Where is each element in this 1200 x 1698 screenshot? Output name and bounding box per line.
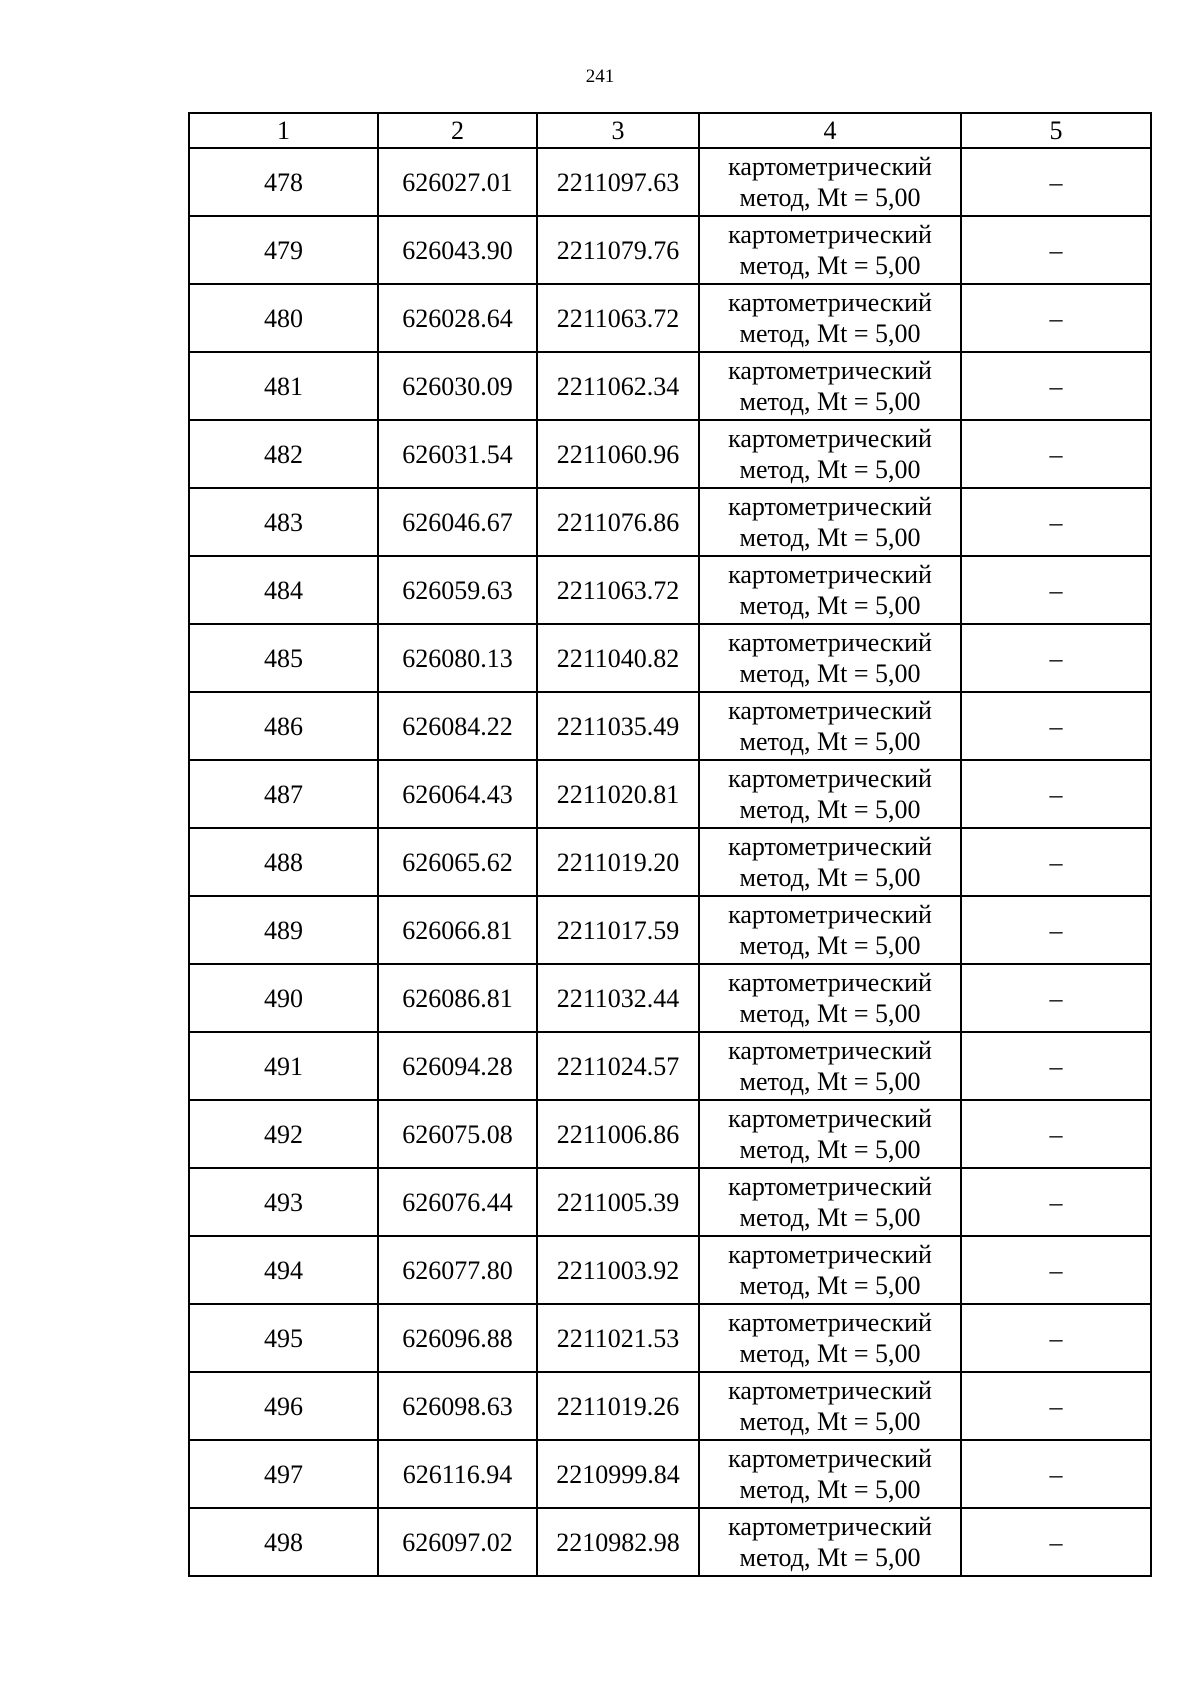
point-number-cell: 479	[189, 216, 378, 284]
method-line-2: метод, Mt = 5,00	[739, 251, 921, 280]
coordinate-x-cell: 626027.01	[378, 148, 537, 216]
table-row	[189, 488, 1151, 556]
header-col-3: 3	[537, 113, 699, 148]
method-line-2: метод, Mt = 5,00	[739, 1271, 921, 1300]
table-row	[189, 1032, 1151, 1100]
method-line-2: метод, Mt = 5,00	[739, 1203, 921, 1232]
table-row	[189, 1440, 1151, 1508]
coordinate-y-cell: 2211024.57	[537, 1032, 699, 1100]
description-cell: –	[961, 420, 1151, 488]
coordinate-y-cell: 2211035.49	[537, 692, 699, 760]
method-line-2: метод, Mt = 5,00	[739, 659, 921, 688]
coordinate-y-cell: 2211063.72	[537, 556, 699, 624]
coordinate-x-cell: 626030.09	[378, 352, 537, 420]
point-number-cell: 482	[189, 420, 378, 488]
table-row	[189, 760, 1151, 828]
description-cell: –	[961, 760, 1151, 828]
method-line-1: картометрический	[728, 560, 932, 589]
table-row	[189, 1508, 1151, 1576]
point-number-cell: 489	[189, 896, 378, 964]
table-row	[189, 1304, 1151, 1372]
method-line-1: картометрический	[728, 1512, 932, 1541]
description-cell: –	[961, 216, 1151, 284]
method-line-2: метод, Mt = 5,00	[739, 455, 921, 484]
method-cell	[699, 488, 961, 556]
table-row	[189, 896, 1151, 964]
coordinate-x-cell: 626094.28	[378, 1032, 537, 1100]
method-cell	[699, 624, 961, 692]
method-line-2: метод, Mt = 5,00	[739, 1339, 921, 1368]
description-cell: –	[961, 1100, 1151, 1168]
table-body	[189, 148, 1151, 1576]
method-line-2: метод, Mt = 5,00	[739, 931, 921, 960]
description-cell: –	[961, 964, 1151, 1032]
method-line-2: метод, Mt = 5,00	[739, 319, 921, 348]
method-cell	[699, 760, 961, 828]
method-line-2: метод, Mt = 5,00	[739, 1407, 921, 1436]
method-cell	[699, 1440, 961, 1508]
method-line-1: картометрический	[728, 1240, 932, 1269]
point-number-cell: 491	[189, 1032, 378, 1100]
table-row	[189, 1236, 1151, 1304]
table-row	[189, 692, 1151, 760]
coordinate-x-cell: 626077.80	[378, 1236, 537, 1304]
method-line-2: метод, Mt = 5,00	[739, 387, 921, 416]
method-line-2: метод, Mt = 5,00	[739, 1543, 921, 1572]
description-cell: –	[961, 624, 1151, 692]
description-cell: –	[961, 1304, 1151, 1372]
table-row	[189, 420, 1151, 488]
coordinate-x-cell: 626075.08	[378, 1100, 537, 1168]
coordinate-x-cell: 626097.02	[378, 1508, 537, 1576]
point-number-cell: 486	[189, 692, 378, 760]
coordinate-x-cell: 626076.44	[378, 1168, 537, 1236]
point-number-cell: 490	[189, 964, 378, 1032]
coordinate-y-cell: 2211017.59	[537, 896, 699, 964]
description-cell: –	[961, 352, 1151, 420]
point-number-cell: 481	[189, 352, 378, 420]
coordinate-x-cell: 626031.54	[378, 420, 537, 488]
coordinate-x-cell: 626028.64	[378, 284, 537, 352]
description-cell: –	[961, 1440, 1151, 1508]
coordinate-x-cell: 626066.81	[378, 896, 537, 964]
coordinate-y-cell: 2211020.81	[537, 760, 699, 828]
method-cell	[699, 1100, 961, 1168]
coordinate-x-cell: 626064.43	[378, 760, 537, 828]
table-row	[189, 1372, 1151, 1440]
coordinate-y-cell: 2211005.39	[537, 1168, 699, 1236]
coordinate-y-cell: 2211097.63	[537, 148, 699, 216]
method-line-1: картометрический	[728, 492, 932, 521]
point-number-cell: 480	[189, 284, 378, 352]
point-number-cell: 495	[189, 1304, 378, 1372]
table-row	[189, 284, 1151, 352]
table-row	[189, 216, 1151, 284]
method-cell	[699, 1168, 961, 1236]
method-cell	[699, 284, 961, 352]
coordinate-y-cell: 2211040.82	[537, 624, 699, 692]
description-cell: –	[961, 692, 1151, 760]
table-row	[189, 624, 1151, 692]
method-cell	[699, 1032, 961, 1100]
coordinate-x-cell: 626084.22	[378, 692, 537, 760]
method-line-2: метод, Mt = 5,00	[739, 523, 921, 552]
point-number-cell: 485	[189, 624, 378, 692]
point-number-cell: 487	[189, 760, 378, 828]
coordinate-x-cell: 626059.63	[378, 556, 537, 624]
description-cell: –	[961, 1508, 1151, 1576]
coordinate-y-cell: 2211019.26	[537, 1372, 699, 1440]
table-row	[189, 1100, 1151, 1168]
method-cell	[699, 420, 961, 488]
table-row	[189, 556, 1151, 624]
point-number-cell: 492	[189, 1100, 378, 1168]
coordinate-x-cell: 626043.90	[378, 216, 537, 284]
method-line-1: картометрический	[728, 628, 932, 657]
coordinate-y-cell: 2211021.53	[537, 1304, 699, 1372]
coordinate-y-cell: 2211003.92	[537, 1236, 699, 1304]
point-number-cell: 488	[189, 828, 378, 896]
coordinate-y-cell: 2211076.86	[537, 488, 699, 556]
method-line-2: метод, Mt = 5,00	[739, 999, 921, 1028]
point-number-cell: 484	[189, 556, 378, 624]
table-row	[189, 1168, 1151, 1236]
method-line-2: метод, Mt = 5,00	[739, 1475, 921, 1504]
method-cell	[699, 896, 961, 964]
header-col-2: 2	[378, 113, 537, 148]
point-number-cell: 496	[189, 1372, 378, 1440]
point-number-cell: 498	[189, 1508, 378, 1576]
description-cell: –	[961, 1032, 1151, 1100]
method-line-1: картометрический	[728, 1172, 932, 1201]
coordinate-y-cell: 2211032.44	[537, 964, 699, 1032]
point-number-cell: 493	[189, 1168, 378, 1236]
coordinate-x-cell: 626046.67	[378, 488, 537, 556]
description-cell: –	[961, 556, 1151, 624]
description-cell: –	[961, 896, 1151, 964]
method-line-1: картометрический	[728, 356, 932, 385]
coordinate-y-cell: 2211060.96	[537, 420, 699, 488]
coordinate-y-cell: 2211062.34	[537, 352, 699, 420]
description-cell: –	[961, 284, 1151, 352]
header-col-5: 5	[961, 113, 1151, 148]
header-row	[189, 113, 1151, 148]
method-line-2: метод, Mt = 5,00	[739, 1135, 921, 1164]
point-number-cell: 483	[189, 488, 378, 556]
coordinate-x-cell: 626098.63	[378, 1372, 537, 1440]
coordinate-y-cell: 2210999.84	[537, 1440, 699, 1508]
coordinate-x-cell: 626065.62	[378, 828, 537, 896]
description-cell: –	[961, 1372, 1151, 1440]
method-cell	[699, 828, 961, 896]
description-cell: –	[961, 1236, 1151, 1304]
coordinate-y-cell: 2211006.86	[537, 1100, 699, 1168]
coordinate-y-cell: 2211019.20	[537, 828, 699, 896]
method-cell	[699, 692, 961, 760]
method-line-2: метод, Mt = 5,00	[739, 591, 921, 620]
point-number-cell: 497	[189, 1440, 378, 1508]
coordinate-x-cell: 626096.88	[378, 1304, 537, 1372]
coordinate-y-cell: 2210982.98	[537, 1508, 699, 1576]
method-cell	[699, 964, 961, 1032]
method-line-2: метод, Mt = 5,00	[739, 863, 921, 892]
method-cell	[699, 216, 961, 284]
method-line-1: картометрический	[728, 1308, 932, 1337]
method-line-1: картометрический	[728, 220, 932, 249]
method-line-1: картометрический	[728, 900, 932, 929]
method-line-1: картометрический	[728, 288, 932, 317]
method-cell	[699, 352, 961, 420]
description-cell: –	[961, 828, 1151, 896]
header-col-4: 4	[699, 113, 961, 148]
point-number-cell: 494	[189, 1236, 378, 1304]
method-cell	[699, 1372, 961, 1440]
method-cell	[699, 1508, 961, 1576]
description-cell: –	[961, 1168, 1151, 1236]
method-cell	[699, 1304, 961, 1372]
page-number: 241	[585, 66, 615, 87]
coordinate-x-cell: 626080.13	[378, 624, 537, 692]
coordinate-x-cell: 626116.94	[378, 1440, 537, 1508]
method-line-1: картометрический	[728, 424, 932, 453]
method-line-2: метод, Mt = 5,00	[739, 727, 921, 756]
method-line-1: картометрический	[728, 764, 932, 793]
table-row	[189, 828, 1151, 896]
method-cell	[699, 148, 961, 216]
header-col-1: 1	[189, 113, 378, 148]
description-cell: –	[961, 488, 1151, 556]
table-row	[189, 964, 1151, 1032]
description-cell: –	[961, 148, 1151, 216]
coordinate-x-cell: 626086.81	[378, 964, 537, 1032]
coordinate-y-cell: 2211079.76	[537, 216, 699, 284]
point-number-cell: 478	[189, 148, 378, 216]
method-cell	[699, 1236, 961, 1304]
coordinate-y-cell: 2211063.72	[537, 284, 699, 352]
method-line-1: картометрический	[728, 1444, 932, 1473]
coordinates-table	[188, 112, 1152, 1577]
method-line-1: картометрический	[728, 832, 932, 861]
method-line-1: картометрический	[728, 1036, 932, 1065]
method-line-1: картометрический	[728, 696, 932, 725]
table-row	[189, 352, 1151, 420]
method-line-2: метод, Mt = 5,00	[739, 795, 921, 824]
method-line-1: картометрический	[728, 1104, 932, 1133]
method-line-2: метод, Mt = 5,00	[739, 1067, 921, 1096]
method-line-1: картометрический	[728, 968, 932, 997]
method-line-1: картометрический	[728, 1376, 932, 1405]
table-row	[189, 148, 1151, 216]
table-header	[189, 113, 1151, 148]
method-line-2: метод, Mt = 5,00	[739, 183, 921, 212]
method-line-1: картометрический	[728, 152, 932, 181]
method-cell	[699, 556, 961, 624]
